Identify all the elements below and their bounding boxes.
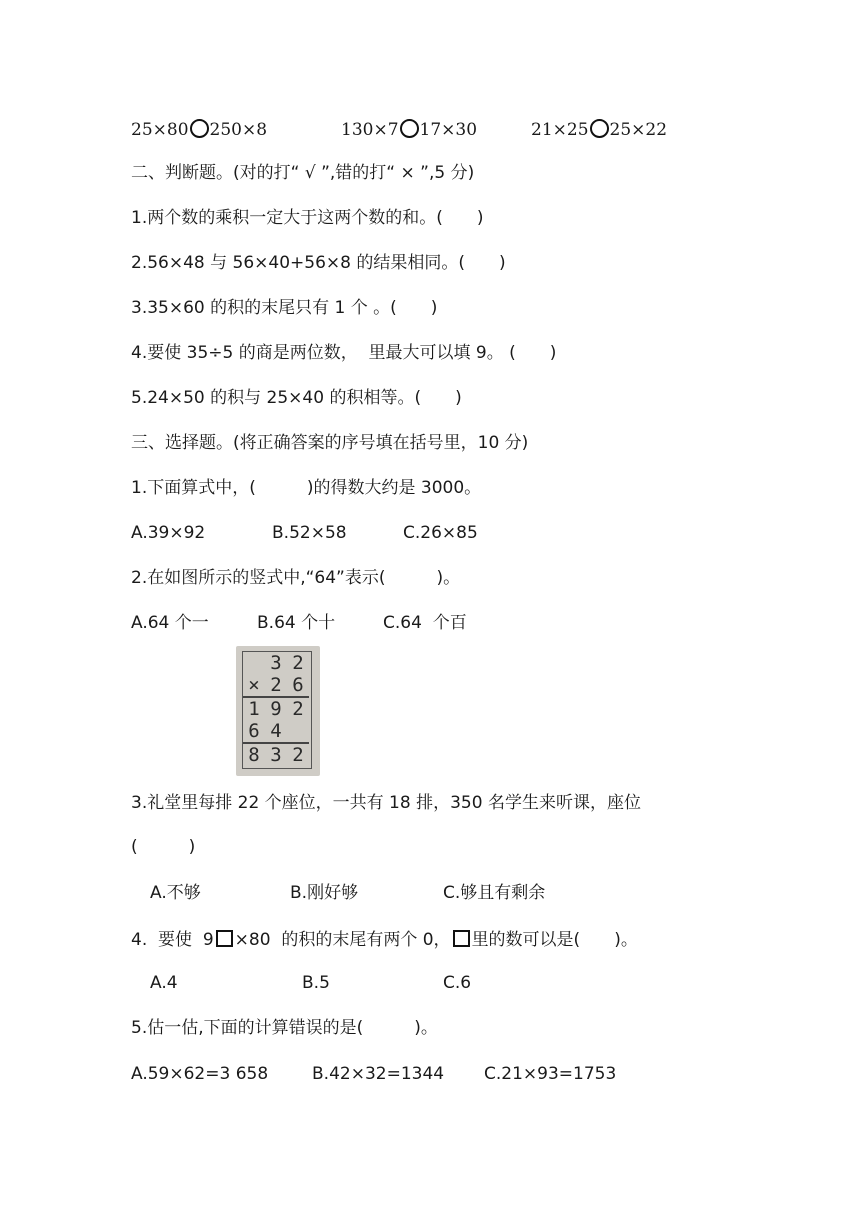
comparison-circle-blank[interactable] [190,119,209,138]
square-blank[interactable] [216,930,233,947]
comparison-right: 25×22 [609,120,668,140]
choice-option: C.够且有剩余 [443,883,546,903]
choice-question-1: 1.下面算式中，( )的得数大约是 3000。 [131,478,482,498]
choice-question-3-line1: 3.礼堂里每排 22 个座位，一共有 18 排，350 名学生来听课，座位 [131,793,641,813]
choice-option: C.6 [443,973,472,993]
comparison-left: 25×80 [131,120,189,140]
judgement-item-3: 3.35×60 的积的末尾只有 1 个 。( ) [131,298,438,318]
digit: 2 [292,652,304,674]
question-text: 4. 要使 9 [131,930,214,950]
judgement-item-1: 1.两个数的乘积一定大于这两个数的和。( ) [131,208,484,228]
comparison-1 [131,118,267,142]
digit: 8 [243,743,265,766]
comparison-right: 17×30 [419,120,478,140]
comparison-3 [531,118,667,142]
digit [243,652,265,674]
choice-option: A.39×92 [131,523,206,543]
question-text: 里的数可以是( )。 [471,930,638,950]
multiply-sign: × [248,674,260,696]
comparison-row [131,118,751,142]
choice-question-3-line2: ( ) [131,837,196,857]
digit: 6 [248,720,260,742]
digit: 1 [243,697,265,720]
judgement-item-2: 2.56×48 与 56×40+56×8 的结果相同。( ) [131,253,506,273]
section-title-judgement: 二、判断题。(对的打“ √ ”,错的打“ × ”,5 分) [131,163,475,183]
comparison-circle-blank[interactable] [400,119,419,138]
judgement-item-4: 4.要使 35÷5 的商是两位数， 里最大可以填 9。 ( ) [131,343,557,363]
digit: 3 [265,743,287,766]
digit: 9 [265,697,287,720]
section-title-choice: 三、选择题。(将正确答案的序号填在括号里，10 分) [131,433,529,453]
square-blank[interactable] [453,930,470,947]
choice-option: C.26×85 [403,523,478,543]
digit: 2 [287,743,309,766]
choice-question-5: 5.估一估,下面的计算错误的是( )。 [131,1018,438,1038]
choice-option: C.64 个百 [383,613,467,633]
choice-option: B.52×58 [272,523,347,543]
comparison-left: 130×7 [341,120,399,140]
comparison-circle-blank[interactable] [590,119,609,138]
choice-option: A.4 [150,973,178,993]
comparison-right: 250×8 [209,120,268,140]
choice-option: A.64 个一 [131,613,209,633]
choice-option: C.21×93=1753 [484,1064,617,1084]
comparison-left: 21×25 [531,120,589,140]
choice-question-4 [131,928,638,952]
choice-question-2: 2.在如图所示的竖式中,“64”表示( )。 [131,568,461,588]
digit: 2 [270,674,282,696]
comparison-2 [341,118,477,142]
choice-option: A.59×62=3 658 [131,1064,269,1084]
choice-option: A.不够 [150,883,201,903]
question-text: ×80 的积的末尾有两个 0， [234,930,451,950]
judgement-item-5: 5.24×50 的积与 25×40 的积相等。( ) [131,388,462,408]
digit [287,720,309,743]
vertical-multiplication [243,652,309,766]
choice-option: B.5 [302,973,330,993]
vertical-multiplication-image [236,646,320,776]
digit: 2 [287,697,309,720]
choice-option: B.64 个十 [257,613,336,633]
digit: 4 [270,720,282,742]
digit: 6 [292,674,304,696]
choice-option: B.42×32=1344 [312,1064,445,1084]
choice-option: B.刚好够 [290,883,359,903]
digit: 3 [270,652,282,674]
